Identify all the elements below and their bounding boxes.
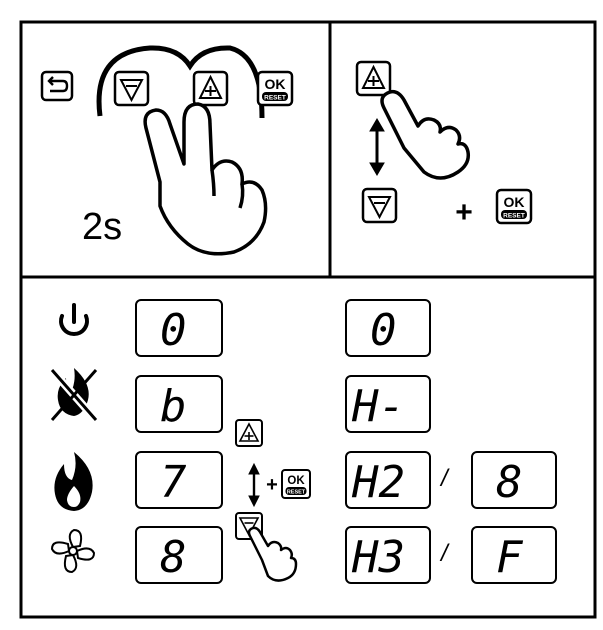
panel-display-codes — [52, 300, 556, 583]
reset-label: RESET — [286, 489, 306, 496]
code-value: 0 — [160, 305, 187, 356]
result-code: H3 — [352, 532, 405, 583]
result-code: H- — [352, 381, 405, 432]
up-down-arrow-icon — [249, 464, 259, 506]
ok-reset-button — [258, 72, 292, 105]
result-code: 0 — [370, 305, 397, 356]
result-display-list — [346, 300, 430, 583]
panel-hold-two-buttons — [42, 48, 292, 254]
fan-icon — [52, 530, 94, 572]
separator: / — [441, 465, 448, 492]
ok-label: OK — [503, 194, 525, 210]
code-value: 7 — [160, 457, 187, 508]
two-finger-hand-icon — [145, 104, 265, 254]
small-ok-reset-button — [282, 470, 310, 498]
up-button — [357, 62, 390, 95]
code-value: b — [160, 381, 187, 432]
ok-reset-button — [497, 190, 531, 223]
separator: / — [441, 540, 448, 567]
back-button — [42, 72, 72, 100]
value-display — [472, 527, 556, 583]
up-down-arrow-icon — [370, 119, 384, 175]
result-code: H2 — [352, 457, 405, 508]
code-display — [136, 376, 222, 432]
panel-adjust-confirm — [357, 62, 531, 229]
flame-icon — [54, 452, 92, 511]
code-display — [136, 452, 222, 508]
code-display-list — [136, 300, 222, 583]
down-button — [115, 72, 148, 105]
plus-sign: + — [266, 474, 278, 496]
value-display — [472, 452, 556, 508]
small-up-button — [236, 420, 262, 446]
hold-time-label: 2s — [82, 206, 123, 248]
value-text: 8 — [496, 457, 523, 508]
result-display — [346, 527, 430, 583]
result-display — [346, 376, 430, 432]
flame-off-icon — [52, 368, 96, 420]
reset-label: RESET — [503, 212, 525, 220]
pointing-hand-icon — [249, 528, 296, 581]
plus-sign: + — [455, 196, 473, 229]
pointing-hand-icon — [382, 92, 468, 178]
ok-label: OK — [287, 475, 305, 487]
down-button — [363, 189, 396, 222]
result-display — [346, 452, 430, 508]
result-display — [346, 300, 430, 356]
code-display — [136, 527, 222, 583]
code-value: 8 — [160, 532, 187, 583]
reset-label: RESET — [264, 94, 286, 102]
code-display — [136, 300, 222, 356]
value-text: F — [496, 532, 523, 583]
up-button — [194, 72, 227, 105]
power-icon — [61, 305, 87, 334]
ok-label: OK — [264, 76, 286, 92]
